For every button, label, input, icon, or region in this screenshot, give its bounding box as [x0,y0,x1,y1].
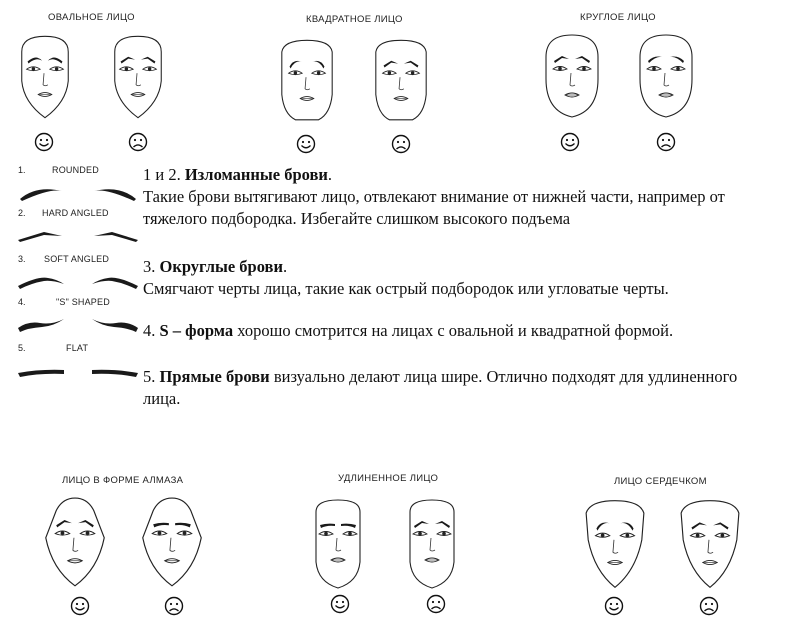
brow-label: HARD ANGLED [42,208,109,218]
smiley-face-icon [330,594,350,614]
desc-body: визуально делают лица шире. Отлично подходят для удлиненного лица. [143,367,738,408]
brow-row-hard-angled [14,208,142,248]
brow-number: 5. [18,343,26,353]
s-shaped-brow-icon [14,311,142,335]
soft-angled-brow-icon [14,268,142,292]
oval-face-bad-drawing [107,32,169,124]
diamond-face-bad-drawing [137,496,207,590]
desc-prefix: 5. [143,367,160,386]
brow-row-flat [14,343,142,383]
smiley-face-icon [560,132,580,152]
round-face-good-drawing [540,32,604,124]
heart-face-good-drawing [582,498,648,592]
desc-heading: Прямые брови [159,367,270,386]
long-face-bad-drawing [400,494,464,592]
brow-label: FLAT [66,343,89,353]
smiley-face-icon [34,132,54,152]
oval-face-title: ОВАЛЬНОЕ ЛИЦО [48,12,135,23]
heart-face-bad-drawing [677,498,743,592]
smiley-face-icon [296,134,316,154]
desc-prefix: 1 и 2. [143,165,185,184]
desc-punct: . [327,165,333,184]
desc-heading: Изломанные брови [184,165,328,184]
brow-number: 3. [18,254,26,264]
desc-heading: Округлые брови [159,257,283,276]
description-broken-brows [143,164,783,230]
smiley-face-icon [604,596,624,616]
description-round-brows [143,256,783,300]
description-straight-brows [143,366,743,410]
desc-body: Такие брови вытягивают лицо, отвлекают внимание от нижней части, например от тяжелого подбородка. Избегайте слишком высокого подъема [143,187,725,228]
brow-label: "S" SHAPED [56,297,110,307]
brow-number: 4. [18,297,26,307]
square-face-good-drawing [276,36,338,128]
frowning-face-icon [164,596,184,616]
desc-prefix: 4. [143,321,160,340]
brow-row-rounded [14,165,142,205]
desc-punct: . [282,257,288,276]
hard-angled-brow-icon [14,222,142,246]
oval-face-good-drawing [14,32,76,124]
diamond-face-good-drawing [40,496,110,590]
description-s-shape [143,320,783,342]
rounded-brow-icon [14,179,142,203]
smiley-face-icon [70,596,90,616]
frowning-face-icon [391,134,411,154]
brow-row-s-shaped [14,297,142,337]
diamond-face-title: ЛИЦО В ФОРМЕ АЛМАЗА [62,475,184,486]
desc-prefix: 3. [143,257,160,276]
frowning-face-icon [426,594,446,614]
brow-label: SOFT ANGLED [44,254,110,264]
desc-heading: S – форма [159,321,234,340]
long-face-title: УДЛИНЕННОЕ ЛИЦО [338,473,439,484]
brow-row-soft-angled [14,254,142,294]
brow-number: 2. [18,208,26,218]
brow-number: 1. [18,165,26,175]
long-face-good-drawing [306,494,370,592]
square-face-title: КВАДРАТНОЕ ЛИЦО [306,14,403,25]
heart-face-title: ЛИЦО СЕРДЕЧКОМ [614,476,707,487]
frowning-face-icon [656,132,676,152]
round-face-title: КРУГЛОЕ ЛИЦО [580,12,656,23]
flat-brow-icon [14,357,142,381]
desc-body: хорошо смотрится на лицах с овальной и квадратной формой. [233,321,674,340]
desc-body: Смягчают черты лица, такие как острый подбородок или угловатые черты. [143,279,669,298]
round-face-bad-drawing [634,32,698,124]
brow-label: ROUNDED [52,165,99,175]
frowning-face-icon [128,132,148,152]
square-face-bad-drawing [370,36,432,128]
frowning-face-icon [699,596,719,616]
